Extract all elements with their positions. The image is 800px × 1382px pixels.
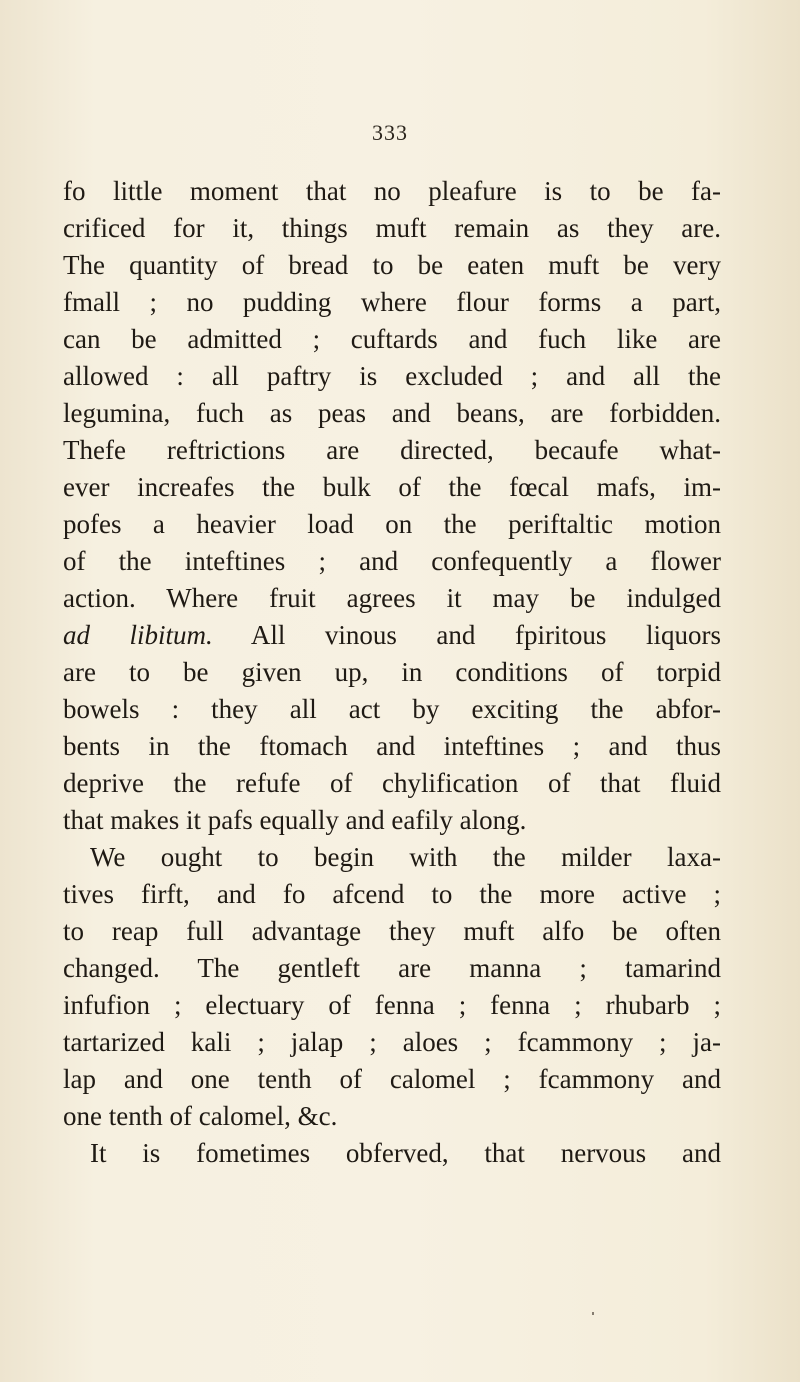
page-number: 333: [372, 120, 408, 145]
text-line: It is fometimes obferved, that nervous and: [90, 1138, 721, 1168]
text-line: fo little moment that no pleafure is to be fa-: [63, 176, 721, 206]
text-line: We ought to begin with the milder laxa-: [90, 842, 721, 872]
text-line: of the inteftines ; and confequently a flower: [63, 546, 721, 576]
text-line: tives firft, and fo afcend to the more active ;: [63, 879, 721, 909]
text-line: crificed for it, things muft remain as they are.: [63, 213, 721, 243]
text-line: legumina, fuch as peas and beans, are forbidden.: [63, 398, 721, 428]
text-line: changed. The gentleft are manna ; tamarind: [63, 953, 721, 983]
text-line: action. Where fruit agrees it may be indulged: [63, 583, 721, 613]
text-line: deprive the refufe of chylification of that fluid: [63, 768, 721, 798]
text-line-rest: All vinous and fpiritous liquors: [250, 620, 721, 650]
text-line: infufion ; electuary of fenna ; fenna ; rhubarb ;: [63, 990, 721, 1020]
text-line: allowed : all paftry is excluded ; and all the: [63, 361, 721, 391]
italic-phrase: ad libitum.: [63, 620, 213, 650]
text-line: ever increafes the bulk of the fœcal mafs, im-: [63, 472, 721, 502]
text-line: lap and one tenth of calomel ; fcammony and: [63, 1064, 721, 1094]
text-line: The quantity of bread to be eaten muft be very: [63, 250, 721, 280]
text-line: that makes it pafs equally and eafily along.: [63, 805, 527, 835]
text-line: bowels : they all act by exciting the abfor-: [63, 694, 721, 724]
ink-speck: [592, 1312, 594, 1315]
text-line: bents in the ftomach and inteftines ; and thus: [63, 731, 721, 761]
text-line: one tenth of calomel, &c.: [63, 1101, 338, 1131]
text-line: pofes a heavier load on the periftaltic motion: [63, 509, 721, 539]
text-line-with-italic: [63, 617, 721, 653]
text-line: fmall ; no pudding where flour forms a part,: [63, 287, 721, 317]
text-line: are to be given up, in conditions of torpid: [63, 657, 721, 687]
text-line: Thefe reftrictions are directed, becaufe what-: [63, 435, 721, 465]
text-line: can be admitted ; cuftards and fuch like are: [63, 324, 721, 354]
text-line: tartarized kali ; jalap ; aloes ; fcammony ; ja-: [63, 1027, 721, 1057]
text-line: to reap full advantage they muft alfo be often: [63, 916, 721, 946]
